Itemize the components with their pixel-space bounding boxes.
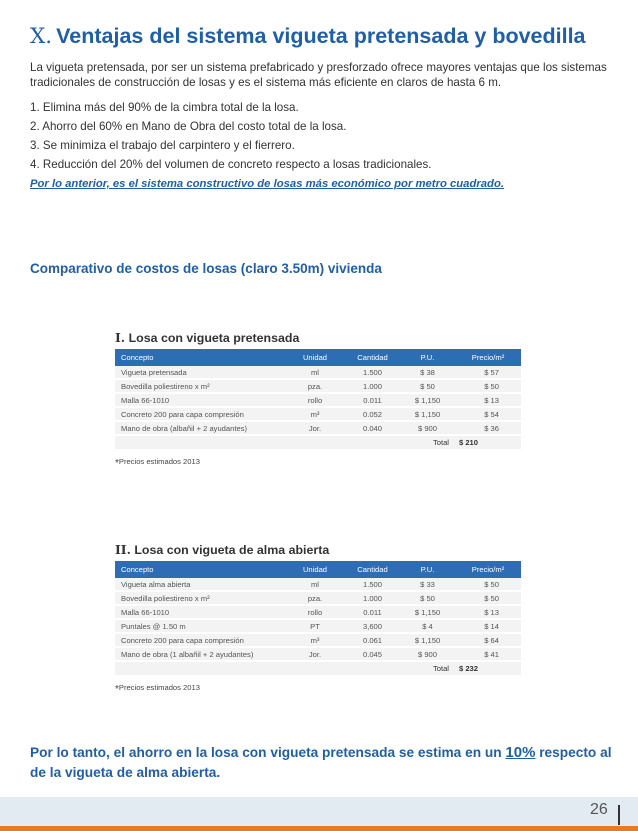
table-row	[115, 633, 521, 647]
table-cell: $ 1,150	[400, 633, 455, 647]
footer-accent-line	[0, 826, 638, 831]
table-numeral: II.	[115, 542, 131, 557]
table-cell: ml	[285, 578, 345, 591]
table-cell: rollo	[285, 393, 345, 407]
table-cell: Bovedilla poliestireno x m²	[115, 591, 285, 605]
table-cell: pza.	[285, 379, 345, 393]
table-cell: $ 50	[400, 591, 455, 605]
table-cell: $ 41	[455, 647, 521, 661]
total-label: Total	[115, 661, 455, 675]
column-header: P.U.	[400, 349, 455, 366]
table-cell: $ 38	[400, 366, 455, 379]
total-value: $ 232	[455, 661, 521, 675]
table-cell: $ 13	[455, 605, 521, 619]
table-cell: $ 13	[455, 393, 521, 407]
table-cell: Vigueta alma abierta	[115, 578, 285, 591]
table-cell: $ 4	[400, 619, 455, 633]
table-cell: Bovedilla poliestireno x m²	[115, 379, 285, 393]
table-cell: $ 1,150	[400, 407, 455, 421]
table-cell: m³	[285, 407, 345, 421]
table-cell: Mano de obra (1 albañil + 2 ayudantes)	[115, 647, 285, 661]
table-cell: $ 14	[455, 619, 521, 633]
note-asterisk: *	[115, 684, 119, 695]
table-cell: Vigueta pretensada	[115, 366, 285, 379]
total-label: Total	[115, 435, 455, 449]
list-item: 1. Elimina más del 90% de la cimbra total de la losa.	[30, 101, 299, 114]
total-row	[115, 435, 521, 449]
table-cell: $ 50	[455, 379, 521, 393]
table-cell: Puntales @ 1.50 m	[115, 619, 285, 633]
list-item: 2. Ahorro del 60% en Mano de Obra del costo total de la losa.	[30, 120, 347, 133]
table-cell: 1.000	[345, 591, 400, 605]
table-cell: Malla 66-1010	[115, 605, 285, 619]
table-cell: 0.040	[345, 421, 400, 435]
table-cell: $ 64	[455, 633, 521, 647]
note-text: Precios estimados 2013	[118, 683, 200, 692]
table-cell: $ 57	[455, 366, 521, 379]
section-numeral: X.	[30, 24, 53, 49]
column-header: Unidad	[285, 561, 345, 578]
table-row	[115, 379, 521, 393]
table-cell: $ 50	[455, 578, 521, 591]
table-cell: $ 1,150	[400, 605, 455, 619]
column-header: Cantidad	[345, 349, 400, 366]
table-block-2	[115, 542, 524, 695]
table-row	[115, 647, 521, 661]
table-cell: $ 900	[400, 421, 455, 435]
table-cell: $ 36	[455, 421, 521, 435]
column-header: Precio/m²	[455, 561, 521, 578]
table-title-text: Losa con vigueta pretensada	[128, 331, 300, 345]
table-row	[115, 605, 521, 619]
table-cell: $ 1,150	[400, 393, 455, 407]
table-cell: Jor.	[285, 647, 345, 661]
list-item: 3. Se minimiza el trabajo del carpintero y el fierrero.	[30, 139, 295, 152]
page-number: 26	[590, 801, 608, 818]
table-row	[115, 591, 521, 605]
table-cell: 0.045	[345, 647, 400, 661]
column-header: Concepto	[115, 349, 285, 366]
table-cell: $ 900	[400, 647, 455, 661]
list-item: 4. Reducción del 20% del volumen de concreto respecto a losas tradicionales.	[30, 158, 432, 171]
column-header: Concepto	[115, 561, 285, 578]
table-cell: 3,600	[345, 619, 400, 633]
column-header: Unidad	[285, 349, 345, 366]
table-numeral: I.	[115, 330, 126, 345]
column-header: Precio/m²	[455, 349, 521, 366]
table-row	[115, 366, 521, 379]
table-cell: Malla 66-1010	[115, 393, 285, 407]
table-cell: pza.	[285, 591, 345, 605]
cost-table-2	[115, 561, 521, 675]
table-cell: Concreto 200 para capa compresión	[115, 633, 285, 647]
table-cell: $ 50	[400, 379, 455, 393]
table-cell: 0.052	[345, 407, 400, 421]
section-heading: Comparativo de costos de losas (claro 3.50m) vivienda	[30, 261, 382, 276]
table-row	[115, 421, 521, 435]
table-cell: PT	[285, 619, 345, 633]
table-row	[115, 619, 521, 633]
note-text: Precios estimados 2013	[118, 457, 200, 466]
table-block-1	[115, 330, 524, 469]
column-header: P.U.	[400, 561, 455, 578]
intro-paragraph: La vigueta pretensada, por ser un sistema prefabricado y presforzado ofrece mayores ventajas que los sistemas tradicionales de construcción de losas y es el sistema más eficiente en claros de hasta 6 m.	[30, 61, 607, 89]
total-value: $ 210	[455, 435, 521, 449]
table-cell: ml	[285, 366, 345, 379]
final-text-before: Por lo tanto, el ahorro en la losa con vigueta pretensada se estima en un	[30, 745, 506, 760]
price-note	[115, 683, 524, 695]
table-title-text: Losa con vigueta de alma abierta	[134, 543, 330, 557]
conclusion-text: Por lo anterior, es el sistema constructivo de losas más económico por metro cuadrado.	[30, 178, 504, 190]
final-text-after: respecto al de la vigueta de alma abierta.	[30, 745, 612, 780]
column-header: Cantidad	[345, 561, 400, 578]
price-note	[115, 457, 524, 469]
table-title	[115, 330, 524, 345]
table-header-row	[115, 349, 521, 366]
footer-band	[0, 797, 638, 826]
page-number-divider	[618, 805, 620, 825]
table-cell: 1.500	[345, 366, 400, 379]
table-cell: Mano de obra (albañil + 2 ayudantes)	[115, 421, 285, 435]
table-cell: 1.000	[345, 379, 400, 393]
savings-percent: 10%	[505, 744, 536, 761]
note-asterisk: *	[115, 458, 119, 469]
table-header-row	[115, 561, 521, 578]
total-row	[115, 661, 521, 675]
table-cell: 1.500	[345, 578, 400, 591]
table-cell: m³	[285, 633, 345, 647]
table-cell: 0.011	[345, 393, 400, 407]
advantages-list	[30, 98, 432, 174]
final-statement	[30, 743, 620, 783]
table-row	[115, 578, 521, 591]
table-cell: $ 33	[400, 578, 455, 591]
table-cell: $ 54	[455, 407, 521, 421]
table-row	[115, 407, 521, 421]
table-cell: Jor.	[285, 421, 345, 435]
table-cell: Concreto 200 para capa compresión	[115, 407, 285, 421]
table-cell: rollo	[285, 605, 345, 619]
cost-table-1	[115, 349, 521, 449]
title-text: Ventajas del sistema vigueta pretensada y bovedilla	[56, 24, 586, 48]
page-title	[30, 24, 586, 49]
table-cell: 0.011	[345, 605, 400, 619]
table-cell: $ 50	[455, 591, 521, 605]
table-cell: 0.061	[345, 633, 400, 647]
table-title	[115, 542, 524, 557]
table-row	[115, 393, 521, 407]
